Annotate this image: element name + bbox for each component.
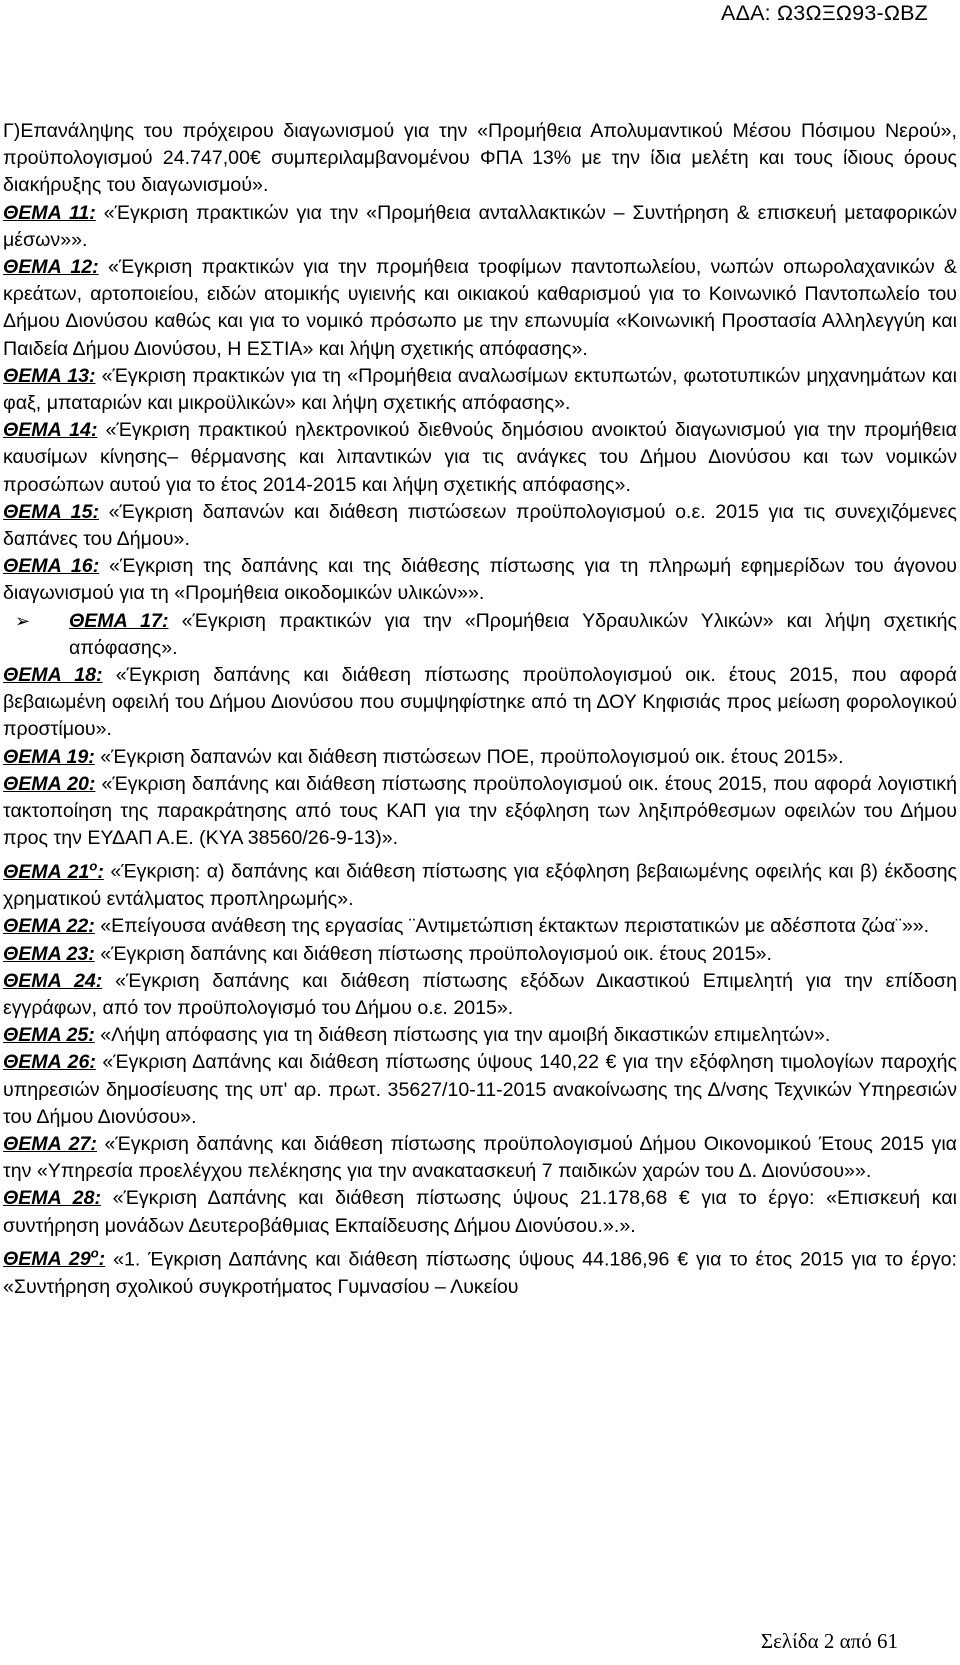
agenda-item (3, 1022, 957, 1049)
item-text: «Έγκριση Δαπάνης και διάθεση πίστωσης ύψους 140,22 € για την εξόφληση τιμολογίων παροχής υπηρεσιών δημοσίευσης της υπ' αρ. πρωτ. 35627/10-11-2015 ανακοίνωσης της Δ/νσης Τεχνικών Υπηρεσιών του Δήμου Διονύσου». (3, 1051, 957, 1128)
item-number: ΘΕΜΑ 26: (3, 1051, 96, 1074)
item-number: ΘΕΜΑ 14: (3, 419, 98, 442)
ada-code: ΑΔΑ: Ω3ΩΞΩ93-ΩΒΖ (721, 1, 928, 25)
item-text: «Έγκριση της δαπάνης και της διάθεσης πίστωσης για τη πληρωμή εφημερίδων του άγονου διαγωνισμού για τη «Προμήθεια οικοδομικών υλικών»». (3, 555, 957, 605)
agenda-item (3, 1185, 957, 1239)
item-text: «Επείγουσα ανάθεση της εργασίας ¨Αντιμετώπιση έκτακτων περιστατικών με αδέσποτα ζώα¨»». (94, 915, 930, 938)
item-number: ΘΕΜΑ 18: (3, 664, 103, 687)
item-number: ΘΕΜΑ 16: (3, 555, 100, 578)
agenda-item (3, 941, 957, 968)
agenda-item (3, 913, 957, 940)
item-number: ΘΕΜΑ 22: (3, 915, 95, 938)
agenda-item (3, 852, 957, 913)
item-number: ΘΕΜΑ 25: (3, 1024, 95, 1047)
item-number: ΘΕΜΑ 20: (3, 772, 96, 795)
item-number: ΘΕΜΑ 13: (3, 364, 96, 387)
item-text: «Έγκριση πρακτικών για την προμήθεια τροφίμων παντοπωλείου, νωπών οπωρολαχανικών & κρεάτων, αρτοποιείου, ειδών ατομικής υγιεινής και οικιακού καθαρισμού για το Κοινωνικό Παντοπωλείο του Δήμου Διονύσου καθώς και για το νομικό πρόσωπο με την επωνυμία «Κοινωνική Προστασία Αλληλεγγύη και Παιδεία Δήμου Διονύσου, Η ΕΣΤΙΑ» και λήψη σχετικής απόφασης». (3, 256, 957, 360)
agenda-item (3, 553, 957, 607)
item-number: ΘΕΜΑ 27: (3, 1133, 97, 1156)
agenda-item (3, 608, 957, 662)
agenda-item (3, 118, 957, 200)
item-text: «Έγκριση Δαπάνης και διάθεση πίστωσης ύψους 21.178,68 € για το έργο: «Επισκευή και συντήρηση μονάδων Δευτεροβάθμιας Εκπαίδευσης Δήμου Διονύσου.».». (3, 1187, 957, 1237)
item-number: ΘΕΜΑ 28: (3, 1187, 101, 1210)
item-text: «Έγκριση δαπάνης και διάθεση πίστωσης προϋπολογισμού οικ. έτους 2015». (94, 942, 772, 965)
item-text: «Έγκριση δαπάνης και διάθεση πίστωσης προϋπολογισμού Δήμου Οικονομικού Έτους 2015 για την «Υπηρεσία προελέγχου πελέκησης για την ανακατασκευή 7 παιδικών χαρών του Δ. Διονύσου»». (3, 1133, 957, 1183)
page-number: Σελίδα 2 από 61 (760, 1629, 898, 1653)
item-number: ΘΕΜΑ 23: (3, 942, 95, 965)
agenda-item (3, 744, 957, 771)
agenda-item (3, 1131, 957, 1185)
agenda-item (3, 1049, 957, 1131)
item-number: ΘΕΜΑ 17: (69, 609, 169, 632)
item-number: ΘΕΜΑ 19: (3, 745, 95, 768)
agenda-item (3, 254, 957, 363)
item-number: ΘΕΜΑ $29^o$: (3, 1245, 106, 1271)
item-text: «Έγκριση: α) δαπάνης και διάθεση πίστωσης για εξόφληση βεβαιωμένης οφειλής και β) έκδοσης χρηματικού εντάλματος προπληρωμής». (3, 861, 957, 911)
item-text: «Έγκριση δαπάνης και διάθεση πίστωσης προϋπολογισμού οικ. έτους 2015, που αφορά λογιστική τακτοποίηση της παρακράτησης από τους ΚΑΠ για την εξόφληση των ληξιπρόθεσμων οφειλών του Δήμου προς την ΕΥΔΑΠ Α.Ε. (ΚΥΑ 38560/26-9-13)». (3, 772, 957, 850)
agenda-list (3, 118, 957, 1301)
item-number: ΘΕΜΑ 11: (3, 201, 96, 224)
item-text: «Έγκριση δαπανών και διάθεση πιστώσεων προϋπολογισμού ο.ε. 2015 για τις συνεχιζόμενες δαπάνες του Δήμου». (3, 500, 957, 551)
item-text: «1. Έγκριση Δαπάνης και διάθεση πίστωσης ύψους 44.186,96 € για το έτος 2015 για το έργο: «Συντήρηση σχολικού συγκροτήματος Γυμνασίου – Λυκείου (3, 1248, 957, 1298)
item-text: «Έγκριση δαπάνης και διάθεση πίστωσης εξόδων Δικαστικού Επιμελητή για την επίδοση εγγράφων, από τον προϋπολογισμό του Δήμου ο.ε. 2015». (3, 969, 957, 1020)
agenda-item (3, 200, 957, 254)
item-text: «Έγκριση πρακτικού ηλεκτρονικού διεθνούς δημόσιου ανοικτού διαγωνισμού για την προμήθεια καυσίμων κίνησης– θέρμανσης και λιπαντικών για τις ανάγκες του Δήμου Διονύσου και των νομικών προσώπων αυτού για το έτος 2014-2015 και λήψη σχετικής απόφασης». (3, 419, 957, 496)
item-text: «Έγκριση πρακτικών για την «Προμήθεια ανταλλακτικών – Συντήρηση & επισκευή μεταφορικών μέσων»». (3, 201, 957, 251)
agenda-item (3, 662, 957, 744)
item-number: ΘΕΜΑ 15: (3, 500, 100, 523)
agenda-item (3, 771, 957, 853)
item-number: ΘΕΜΑ $21^o$: (3, 858, 104, 884)
item-text: «Λήψη απόφασης για τη διάθεση πίστωσης για την αμοιβή δικαστικών επιμελητών». (94, 1024, 831, 1047)
item-text: «Έγκριση πρακτικών για τη «Προμήθεια αναλωσίμων εκτυπωτών, φωτοτυπικών μηχανημάτων και φαξ, μπαταριών και μικροϋλικών» και λήψη σχετικής απόφασης». (3, 364, 957, 415)
agenda-item (3, 363, 957, 417)
agenda-item (3, 499, 957, 553)
item-number: ΘΕΜΑ 12: (3, 256, 99, 279)
arrow-bullet-icon: ➢ (15, 610, 31, 632)
item-number: ΘΕΜΑ 24: (3, 969, 103, 992)
agenda-item (3, 1240, 957, 1301)
item-text: Γ)Επανάληψης του πρόχειρου διαγωνισμού για την «Προμήθεια Απολυμαντικού Μέσου Πόσιμου Νερού», προϋπολογισμού 24.747,00€ συμπεριλαμβανομένου ΦΠΑ 13% με την ίδια μελέτη και τους ίδιους όρους διακήρυξης του διαγωνισμού». (3, 120, 957, 197)
agenda-item (3, 968, 957, 1022)
agenda-item (3, 417, 957, 499)
item-text: «Έγκριση δαπάνης και διάθεση πίστωσης προϋπολογισμού οικ. έτους 2015, που αφορά βεβαιωμένη οφειλή του Δήμου Διονύσου που συμψηφίστηκε από τη ΔΟΥ Κηφισιάς προς μείωση φορολογικού προστίμου». (3, 664, 958, 741)
item-text: «Έγκριση δαπανών και διάθεση πιστώσεων ΠΟΕ, προϋπολογισμού οικ. έτους 2015». (94, 745, 844, 768)
item-text: «Έγκριση πρακτικών για την «Προμήθεια Υδραυλικών Υλικών» και λήψη σχετικής απόφασης». (69, 609, 957, 659)
